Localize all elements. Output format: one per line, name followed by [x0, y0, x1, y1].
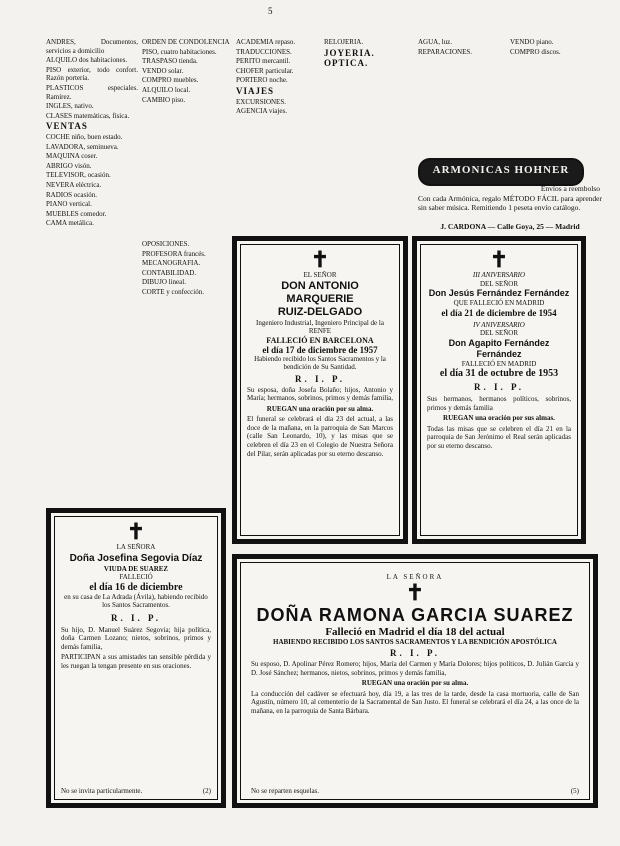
death-place: FALLECIÓ EN BARCELONA: [266, 335, 374, 345]
family: Sus hermanos, hermanos políticos, sobrinos, primos y demás familia: [427, 395, 571, 412]
anniversary-2-name: Don Agapito Fernández Fernández: [448, 337, 550, 359]
family: Su esposo, D. Apolinar Pérez Romero; hijos, María del Carmen y María Dolores; hijos políticos, D. Julián García y D. José Sánchez; hermanos, nietos, sobrinos, primos y demás familia,: [251, 660, 579, 677]
classified-item: PIANO vertical.: [46, 200, 92, 209]
classified-item: COMPRO discos.: [510, 47, 561, 56]
anniversary-1-name: Don Jesús Fernández Fernández: [428, 288, 570, 298]
deceased-name-line1: DON ANTONIO MARQUERIE: [281, 279, 359, 305]
classified-item: TELEVISOR, ocasión.: [46, 171, 111, 180]
classified-item: COCHE niño, buen estado.: [46, 132, 123, 141]
funeral-details: La conducción del cadáver se efectuará hoy, día 19, a las tres de la tarde, desde la casa mortuoria, calle de San Agustín, número 10, al cementerio de la Sacramental de San Justo. El funeral se celebrará el día 24, a las once de la mañana, en la parroquia de Santa Bárbara.: [251, 689, 579, 715]
obituary-segovia: [46, 508, 226, 808]
classified-item: CORTE y confección.: [142, 287, 204, 296]
classified-item: PERITO mercantil.: [236, 57, 291, 66]
ad-line-3: J. CARDONA — Calle Goya, 25 — Madrid: [440, 222, 580, 231]
family: Su hijo, D. Manuel Suárez Segovia; hija política, doña Carmen Lozano; nietos, sobrinos, primos y demás familia,: [61, 625, 211, 651]
page-number: 5: [268, 6, 273, 16]
classified-item: INGLES, nativo.: [46, 102, 94, 111]
classified-item: OPOSICIONES.: [142, 240, 190, 248]
classified-item: PROFESORA francés.: [142, 249, 206, 258]
classified-item: ALQUILO dos habitaciones.: [46, 56, 128, 65]
footer-note: No se invita particularmente.: [61, 787, 143, 795]
anniversary-1-honorific: DEL SEÑOR: [479, 279, 519, 288]
rip: R. I. P.: [474, 382, 524, 392]
classified-item: ORDEN DE CONDOLENCIA: [142, 38, 230, 46]
classified-item: AGUA, luz.: [418, 38, 453, 46]
deceased-name: DOÑA RAMONA GARCIA SUAREZ: [256, 604, 574, 625]
classified-item: DIBUJO lineal.: [142, 278, 186, 287]
classifieds-column-2-lower: [142, 240, 232, 508]
classified-item: ALQUILO local.: [142, 85, 191, 94]
funeral-details: El funeral se celebrará el día 23 del actual, a las doce de la mañana, en la parroquia de San Marcos (calle San Leonardo, 10), y las misas que se celebren el día 23 en el Colegio de Nuestra Señora del Pilar, serán aplicadas por su eterno descanso.: [247, 415, 393, 458]
sacraments: Habiendo recibido los Santos Sacramentos y la bendición de Su Santidad.: [254, 354, 386, 371]
classifieds-column-1: [46, 38, 138, 506]
family: Su esposa, doña Josefa Bolaño; hijos, Antonio y María; hermanos, sobrinos, primos y demás familia,: [247, 385, 393, 403]
anniversary-1-label: III ANIVERSARIO: [472, 271, 526, 279]
announcement: PARTICIPAN a sus amistades tan sensible pérdida y les ruegan la tengan presente en sus oraciones.: [61, 653, 211, 670]
death-date: el día 16 de diciembre: [89, 581, 183, 593]
rip: R. I. P.: [295, 373, 345, 384]
cross-icon: ✝: [310, 247, 330, 272]
death-statement: Falleció en Madrid el día 18 del actual: [325, 625, 505, 638]
cross-icon: ✝: [489, 247, 509, 272]
reference-number: (5): [570, 787, 579, 795]
classifieds-column-2: [142, 38, 232, 234]
classified-item: PLASTICOS especiales. Ramírez.: [46, 83, 138, 101]
classified-item: ANDRES, Documentos, servicios a domicilio: [46, 38, 138, 55]
classified-item: CONTABILIDAD.: [142, 268, 197, 277]
classified-item: REPARACIONES.: [418, 47, 473, 56]
classifieds-column-3: [236, 38, 320, 234]
classifieds-column-4: [324, 38, 410, 218]
sacraments: HABIENDO RECIBIDO LOS SANTOS SACRAMENTOS Y LA BENDICIÓN APOSTÓLICA: [273, 637, 557, 646]
rip: R. I. P.: [390, 648, 440, 658]
classified-item: EXCURSIONES.: [236, 97, 286, 106]
death-place: en su casa de La Adrada (Ávila), habiendo recibido los Santos Sacramentos.: [64, 592, 208, 609]
classified-item: VIAJES: [236, 85, 275, 96]
classified-item: CAMBIO piso.: [142, 95, 186, 104]
position: Ingeniero Industrial, Ingeniero Principal de la RENFE: [256, 318, 384, 335]
classified-item: CHOFER particular.: [236, 66, 294, 75]
classified-item: NEVERA eléctrica.: [46, 180, 102, 189]
classified-item: COMPRO muebles.: [142, 76, 199, 85]
classified-item: ABRIGO visón.: [46, 161, 92, 170]
classified-item: MECANOGRAFIA.: [142, 259, 201, 268]
ad-line-1: Envíos a reembolso: [540, 184, 600, 193]
classified-item: RELOJERIA.: [324, 38, 364, 46]
classified-item: TRADUCCIONES.: [236, 47, 292, 56]
mass-details: Todas las misas que se celebren el día 21 en la parroquia de San Jerónimo el Real serán aplicadas por su eterno descanso.: [427, 424, 571, 450]
death-label: FALLECIÓ: [119, 573, 153, 581]
ad-banner-harmonicas: ARMONICAS HOHNER: [418, 158, 584, 186]
classified-item: VENTAS: [46, 121, 88, 132]
request-prayer: RUEGAN una oración por su alma.: [361, 679, 469, 688]
classified-item: MAQUINA coser.: [46, 152, 98, 161]
classified-item: PISO, cuatro habitaciones.: [142, 47, 217, 56]
footer-note: No se reparten esquelas.: [251, 787, 320, 795]
anniversary-1-died: QUE FALLECIÓ EN MADRID: [453, 299, 545, 307]
anniversary-2-label: IV ANIVERSARIO: [473, 320, 525, 329]
anniversary-1-date: el día 21 de diciembre de 1954: [441, 307, 557, 318]
honorific: LA SEÑORA: [386, 573, 444, 581]
deceased-name-line2: RUIZ-DELGADO: [277, 305, 363, 318]
ad-line-2: Con cada Armónica, regalo MÉTODO FÁCIL para aprender sin saber música. Remitiendo 1 peseta envío catálogo.: [418, 194, 602, 212]
classified-item: RADIOS ocasión.: [46, 190, 97, 199]
cross-icon: ✝: [126, 519, 146, 544]
classified-item: OPTICA.: [324, 58, 369, 69]
classified-item: VENDO solar.: [142, 66, 184, 75]
classified-item: MUEBLES comedor.: [46, 209, 107, 218]
widow-status: VIUDA DE SUAREZ: [103, 564, 169, 573]
request-prayer: RUEGAN una oración por su alma.: [266, 404, 374, 413]
death-date: el día 17 de diciembre de 1957: [262, 344, 378, 355]
rip: R. I. P.: [111, 612, 161, 623]
classified-item: PISO exterior, todo confort. Razón portería.: [46, 65, 138, 83]
classified-item: PORTERO noche.: [236, 76, 288, 85]
obituary-marquerie: [232, 236, 408, 544]
deceased-name: Doña Josefina Segovia Díaz: [69, 552, 203, 564]
classified-item: JOYERIA.: [324, 47, 375, 58]
anniversary-2-died: FALLECIÓ EN MADRID: [461, 359, 537, 368]
obituary-fernandez: [412, 236, 586, 544]
classified-item: CAMA metálica.: [46, 219, 94, 228]
cross-icon: ✝: [405, 579, 425, 605]
classified-item: TRASPASO tienda.: [142, 57, 198, 66]
honorific: EL SEÑOR: [303, 271, 337, 279]
obituary-garcia-suarez: [232, 554, 598, 808]
classified-item: VENDO piano.: [510, 38, 554, 46]
request-prayer: RUEGAN una oración por sus almas.: [443, 414, 555, 423]
reference-number: (2): [202, 787, 211, 795]
classified-item: LAVADORA, seminueva.: [46, 142, 119, 151]
classified-item: CLASES matemáticas, física.: [46, 111, 130, 120]
classifieds-column-5: [418, 38, 506, 150]
classified-item: AGENCIA viajes.: [236, 107, 287, 116]
honorific: LA SEÑORA: [116, 543, 156, 551]
anniversary-2-honorific: DEL SEÑOR: [479, 329, 519, 337]
classified-item: ACADEMIA repaso.: [236, 38, 296, 46]
anniversary-2-date: el día 31 de octubre de 1953: [439, 368, 559, 379]
classifieds-column-6: [510, 38, 600, 150]
